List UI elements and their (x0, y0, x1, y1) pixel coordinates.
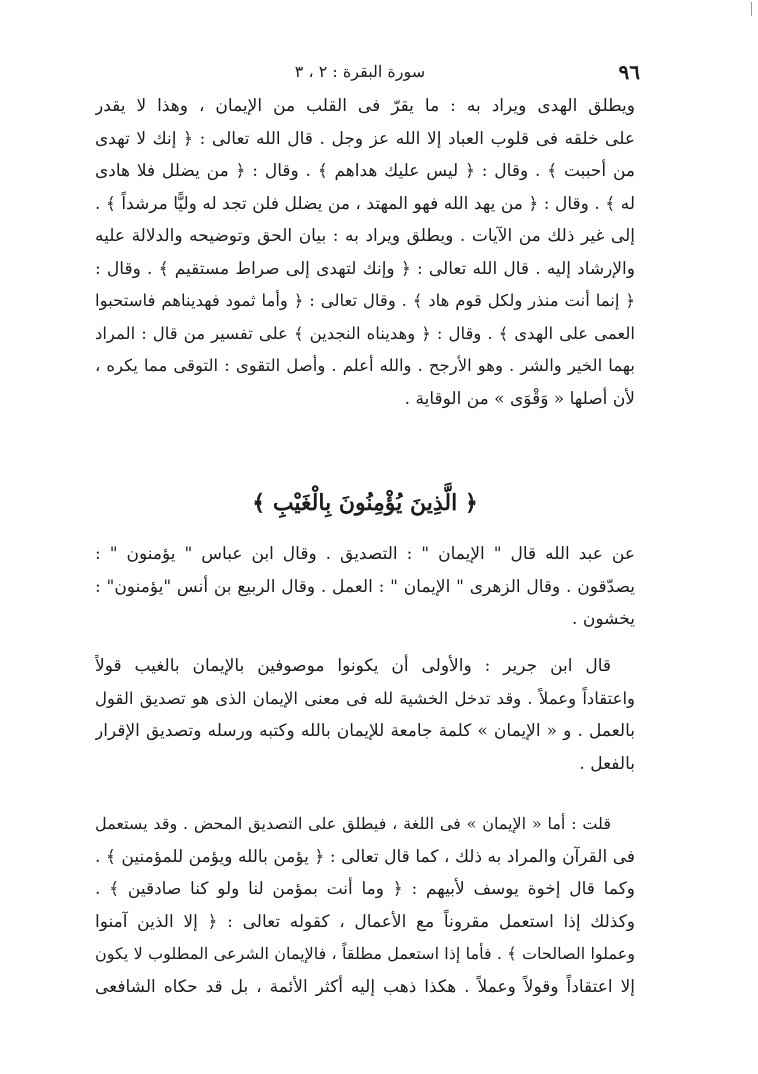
paragraph-narrations (95, 538, 635, 636)
text-line: إلى غير ذلك من الآيات . ويطلق ويراد به : بيان الحق وتوضيحه والدلالة عليه (95, 226, 635, 246)
text-line: وكذلك إذا استعمل مقروناً مع الأعمال ، كقوله تعالى : ﴿ إلا الذين آمنوا (95, 911, 635, 932)
text-line: وعملوا الصالحات ﴾ . فأما إذا استعمل مطلقاً ، فالإيمان الشرعى المطلوب لا يكون (95, 944, 635, 963)
text-line: ﴿ إنما أنت منذر ولكل قوم هاد ﴾ . وقال تعالى : ﴿ وأما ثمود فهديناهم فاستحبوا (95, 291, 635, 310)
page-edge-mark (751, 2, 752, 16)
text-line: العمى على الهدى ﴾ . وقال : ﴿ وهديناه النجدين ﴾ على تفسير من قال : المراد (95, 323, 635, 343)
text-line: قال ابن جرير : والأولى أن يكونوا موصوفين بالإيمان بالغيب قولاً (95, 656, 611, 676)
text-line: قلت : أما « الإيمان » فى اللغة ، فيطلق على التصديق المحض . وقد يستعمل (95, 814, 611, 833)
text-line: فى القرآن والمراد به ذلك ، كما قال تعالى : ﴿ يؤمن بالله ويؤمن للمؤمنين ﴾ . (95, 846, 635, 867)
paragraph-commentary (95, 808, 635, 1003)
text-line: له ﴾ . وقال : ﴿ من يهد الله فهو المهتد ، من يضلل فلن تجد له وليًّا مرشداً ﴾ . (95, 193, 635, 214)
text-line: يصدّقون . وقال الزهرى " الإيمان " : العمل . وقال الربيع بن أنس "يؤمنون" : (95, 576, 635, 597)
verse-heading: ﴿ الَّذِينَ يُؤْمِنُونَ بِالْغَيْبِ ﴾ (252, 490, 478, 516)
text-line: بالعمل . و « الإيمان » كلمة جامعة للإيمان بالله وكتبه ورسله وتصديق الإقرار (95, 721, 635, 741)
running-title: سورة البقرة : ٢ ، ٣ (294, 62, 426, 81)
text-line: واعتقاداً وعملاً . وقد تدخل الخشية لله فى معنى الإيمان الذى هو تصديق القول (95, 688, 635, 708)
paragraph-ibn-jarir (95, 650, 635, 780)
text-line: يخشون . (572, 609, 635, 629)
text-line: إلا اعتقاداً وقولاً وعملاً . هكذا ذهب إليه أكثر الأئمة ، بل قد حكاه الشافعى (95, 976, 635, 997)
text-line: بالفعل . (579, 753, 635, 774)
paragraph-guidance (95, 90, 635, 415)
page-number: ٩٦ (618, 60, 640, 84)
text-line: على خلقه فى قلوب العباد إلا الله عز وجل . قال الله تعالى : ﴿ إنك لا تهدى (95, 128, 635, 149)
page-header (80, 60, 640, 90)
text-line: لأن أصلها « وَقْوَى » من الوقاية . (404, 388, 635, 409)
text-line: من أحببت ﴾ . وقال : ﴿ ليس عليك هداهم ﴾ . وقال : ﴿ من يضلل فلا هادى (95, 161, 635, 181)
text-line: ويطلق الهدى ويراد به : ما يقرّ فى القلب من الإيمان ، وهذا لا يقدر (95, 96, 635, 116)
text-line: والإرشاد إليه . قال الله تعالى : ﴿ وإنك لتهدى إلى صراط مستقيم ﴾ . وقال : (95, 258, 635, 279)
text-line: عن عبد الله قال " الإيمان " : التصديق . وقال ابن عباس " يؤمنون " : (95, 544, 635, 564)
text-line: بهما الخير والشر . وهو الأرجح . والله أعلم . وأصل التقوى : التوقى مما يكره ، (95, 356, 635, 375)
text-line: وكما قال إخوة يوسف لأبيهم : ﴿ وما أنت بمؤمن لنا ولو كنا صادقين ﴾ . (95, 879, 635, 899)
